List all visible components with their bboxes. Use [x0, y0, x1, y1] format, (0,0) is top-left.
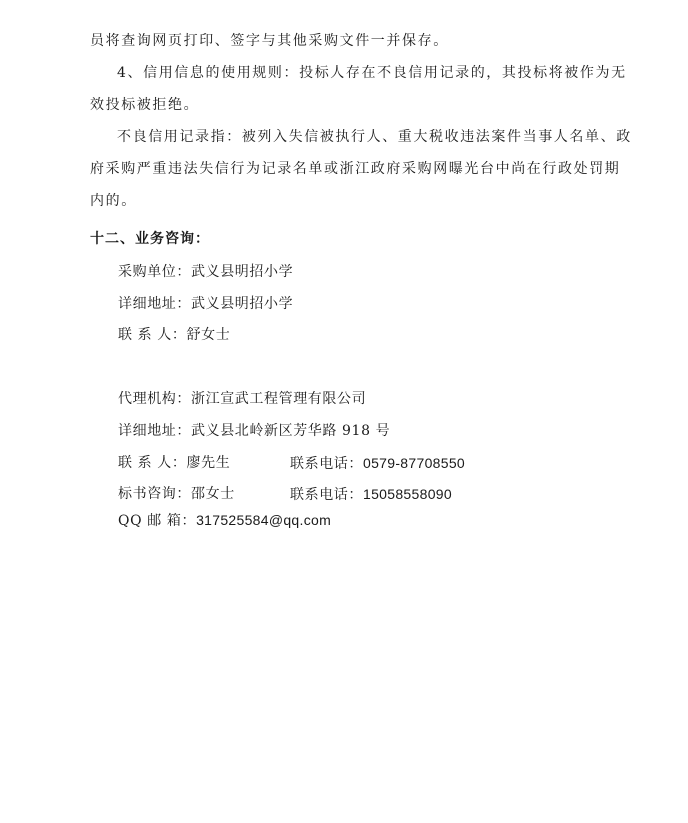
field-label: 代理机构：: [118, 391, 191, 407]
purchaser-contact-row: [118, 325, 230, 345]
credit-rule-paragraph-line-2: [90, 95, 199, 115]
field-label: 联 系 人：: [118, 455, 187, 471]
field-label: 详细地址：: [118, 423, 191, 439]
field-value: 廖先生: [186, 455, 231, 471]
field-label: 联系电话：: [290, 456, 363, 472]
field-label: 标书咨询：: [118, 486, 191, 502]
field-label: QQ 邮 箱：: [118, 513, 197, 529]
paragraph-continuation: [90, 31, 449, 51]
paragraph-text: 府采购严重违法失信行为记录名单或浙江政府采购网曝光台中尚在行政处罚期: [90, 161, 621, 177]
field-label: 采购单位：: [118, 264, 191, 280]
field-value: 武义县北岭新区芳华路 918 号: [191, 423, 391, 439]
field-value: 浙江宣武工程管理有限公司: [191, 391, 367, 407]
bad-credit-definition-line-3: [90, 191, 137, 211]
paragraph-text: 员将查询网页打印、签字与其他采购文件一并保存。: [90, 33, 449, 49]
bid-consult-row: [118, 484, 578, 504]
phone-value: 0579-87708550: [363, 455, 465, 471]
field-value: 舒女士: [186, 327, 231, 343]
email-value: 317525584@qq.com: [196, 512, 332, 528]
field-value: 邵女士: [191, 486, 235, 502]
paragraph-text: 4、信用信息的使用规则：投标人存在不良信用记录的，其投标将被作为无: [117, 65, 627, 81]
agency-phone: [290, 453, 465, 474]
paragraph-text: 效投标被拒绝。: [90, 97, 200, 113]
agency-address-row: [118, 421, 390, 441]
agency-name-row: [118, 389, 366, 409]
section-heading-text: 十二、业务咨询：: [90, 231, 210, 247]
bad-credit-definition-line-1: [117, 127, 632, 147]
field-value: 武义县明招小学: [191, 264, 294, 280]
section-heading: [90, 229, 210, 249]
credit-rule-paragraph-line-1: [117, 63, 627, 83]
qq-email-row: [118, 510, 331, 531]
field-label: 联系电话：: [290, 487, 363, 503]
phone-value: 15058558090: [363, 486, 452, 502]
agency-contact-row: [118, 453, 578, 473]
purchaser-unit-row: [118, 262, 293, 282]
bad-credit-definition-line-2: [90, 159, 620, 179]
field-value: 武义县明招小学: [191, 296, 294, 312]
field-label: 详细地址：: [118, 296, 191, 312]
paragraph-text: 内的。: [90, 193, 137, 209]
consult-phone: [290, 484, 452, 505]
purchaser-address-row: [118, 294, 293, 314]
paragraph-text: 不良信用记录指：被列入失信被执行人、重大税收违法案件当事人名单、政: [117, 129, 632, 145]
field-label: 联 系 人：: [118, 327, 187, 343]
